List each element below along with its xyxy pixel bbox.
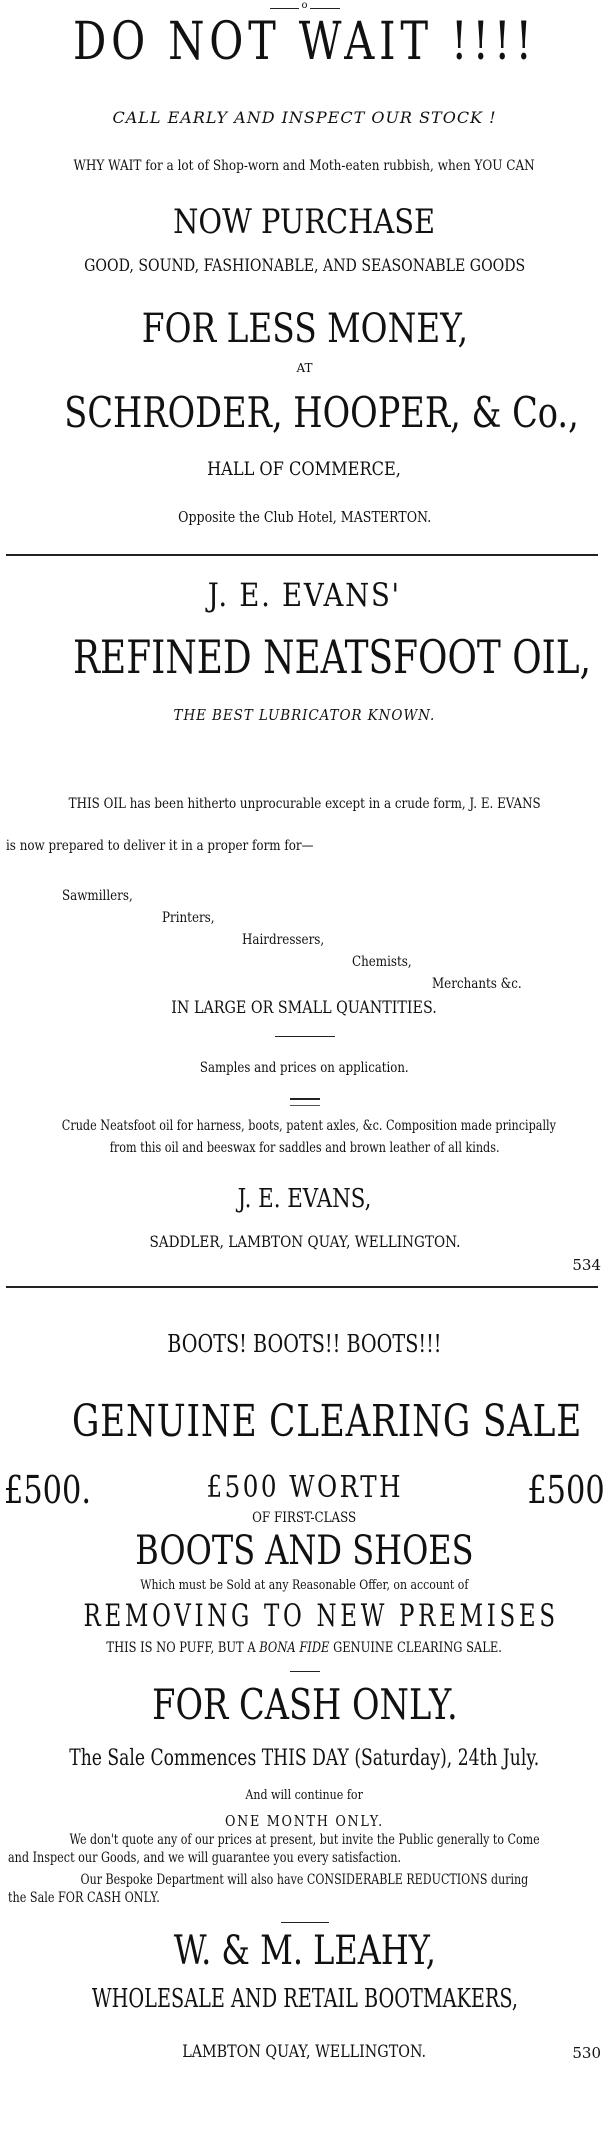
prices-paragraph-line1: We don't quote any of our prices at present, but invite the Public generally to Come bbox=[69, 1832, 540, 1848]
firm-leahy: W. & M. LEAHY, bbox=[173, 1928, 436, 1974]
reasonable-offer-line: Which must be Sold at any Reasonable Offer, on account of bbox=[140, 1578, 469, 1593]
trade-item: Merchants &c. bbox=[432, 976, 522, 992]
trade-item: Hairdressers, bbox=[242, 932, 325, 948]
large-or-small-quantities: IN LARGE OR SMALL QUANTITIES. bbox=[171, 998, 438, 1018]
for-cash-only: FOR CASH ONLY. bbox=[151, 1680, 458, 1729]
continue-line: And will continue for bbox=[245, 1788, 364, 1803]
at-label: AT bbox=[296, 361, 313, 375]
now-purchase: NOW PURCHASE bbox=[173, 202, 436, 242]
intro-line: WHY WAIT for a lot of Shop-worn and Moth-eaten rubbish, when YOU CAN bbox=[73, 158, 536, 174]
goods-line: GOOD, SOUND, FASHIONABLE, AND SEASONABLE GOODS bbox=[83, 256, 526, 276]
crude-oil-line1: Crude Neatsfoot oil for harness, boots, patent axles, &c. Composition made principally bbox=[61, 1118, 556, 1134]
removing-to-new-premises: REMOVING TO NEW PREMISES bbox=[83, 1598, 559, 1634]
small-ornament bbox=[290, 1098, 320, 1106]
trade-item: Chemists, bbox=[352, 954, 412, 970]
oil-paragraph-line1: THIS OIL has been hitherto unprocurable except in a crude form, J. E. EVANS bbox=[68, 796, 541, 812]
column-rule bbox=[6, 554, 598, 556]
price-right: £500 bbox=[527, 1468, 605, 1512]
first-class-label: OF FIRST-CLASS bbox=[252, 1510, 357, 1526]
masterton-address: Opposite the Club Hotel, MASTERTON. bbox=[177, 508, 432, 526]
firm-schroder-hooper: SCHRODER, HOOPER, & Co., bbox=[64, 388, 579, 437]
best-lubricator: THE BEST LUBRICATOR KNOWN. bbox=[173, 706, 436, 724]
for-less-money: FOR LESS MONEY, bbox=[141, 306, 468, 352]
ad-reference-number: 534 bbox=[572, 1256, 601, 1274]
oil-paragraph-line2: is now prepared to deliver it in a proper form for— bbox=[6, 838, 314, 854]
one-month-only: ONE MONTH ONLY. bbox=[225, 1812, 384, 1830]
sale-commences-line: The Sale Commences THIS DAY (Saturday), 24th July. bbox=[69, 1746, 540, 1771]
evans-heading: J. E. EVANS' bbox=[207, 576, 402, 614]
headline-do-not-wait: DO NOT WAIT !!!! bbox=[72, 12, 537, 72]
crude-oil-line2: from this oil and beeswax for saddles and brown leather of all kinds. bbox=[109, 1140, 500, 1156]
short-divider bbox=[290, 1671, 320, 1672]
bespoke-line2: the Sale FOR CASH ONLY. bbox=[8, 1890, 160, 1906]
tagline-call-early: CALL EARLY AND INSPECT OUR STOCK ! bbox=[112, 108, 497, 127]
hall-of-commerce: HALL OF COMMERCE, bbox=[207, 458, 402, 480]
prices-paragraph-line2: and Inspect our Goods, and we will guarantee you every satisfaction. bbox=[8, 1850, 402, 1866]
trade-item: Sawmillers, bbox=[62, 888, 133, 904]
lambton-quay-address: LAMBTON QUAY, WELLINGTON. bbox=[182, 2042, 427, 2062]
no-puff-pre: THIS IS NO PUFF, BUT A bbox=[106, 1640, 260, 1656]
boots-and-shoes: BOOTS AND SHOES bbox=[135, 1528, 474, 1574]
top-ornament: o bbox=[301, 0, 308, 11]
wholesale-bootmakers: WHOLESALE AND RETAIL BOOTMAKERS, bbox=[91, 1984, 518, 2014]
samples-line: Samples and prices on application. bbox=[200, 1060, 409, 1076]
genuine-clearing-sale: GENUINE CLEARING SALE bbox=[71, 1396, 583, 1447]
evans-signature: J. E. EVANS, bbox=[237, 1184, 372, 1214]
price-worth: £500 WORTH bbox=[206, 1470, 403, 1505]
bespoke-line: Our Bespoke Department will also have CONSIDERABLE REDUCTIONS during bbox=[80, 1872, 529, 1888]
column-rule bbox=[6, 1286, 598, 1288]
no-puff-line bbox=[107, 1640, 502, 1656]
trade-item: Printers, bbox=[162, 910, 215, 926]
saddler-address: SADDLER, LAMBTON QUAY, WELLINGTON. bbox=[148, 1232, 461, 1251]
ad-reference-number: 530 bbox=[572, 2044, 601, 2062]
boots-exclamation-line: BOOTS! BOOTS!! BOOTS!!! bbox=[167, 1330, 442, 1358]
short-divider bbox=[275, 1036, 335, 1037]
short-divider bbox=[281, 1922, 329, 1923]
price-left: £500. bbox=[4, 1468, 92, 1512]
refined-neatsfoot-oil: REFINED NEATSFOOT OIL, bbox=[73, 630, 592, 684]
no-puff-post: GENUINE CLEARING SALE. bbox=[329, 1640, 503, 1656]
bona-fide: BONA FIDE bbox=[259, 1640, 330, 1656]
